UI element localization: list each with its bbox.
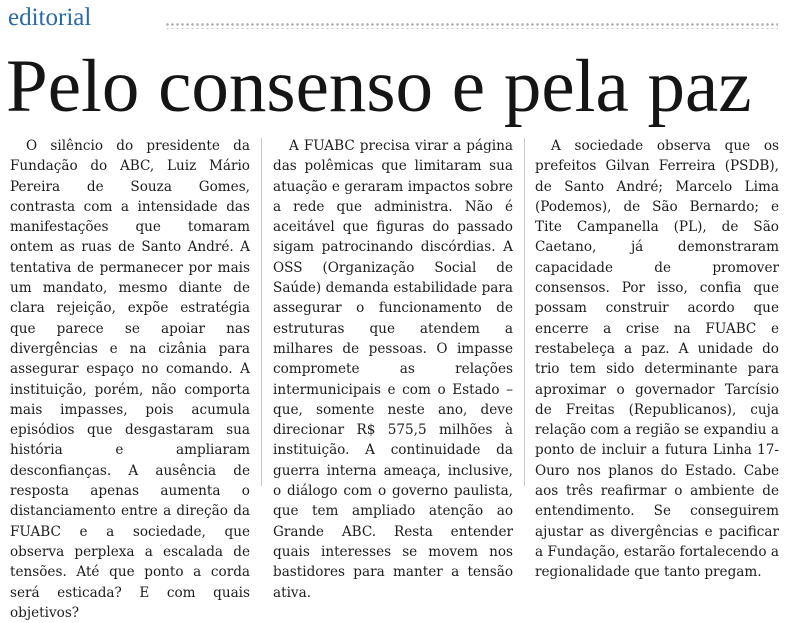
column-3-text: A sociedade observa que os prefeitos Gilvan Ferreira (PSDB), de Santo André; Marcelo Lima (Podemos), de São Bernardo; e Tite Campanella (PL), de São Caetano, já demonstraram capacidade de promover consensos. Por isso, confia que possam construir acordo que encerre a crise na FUABC e restabeleça a paz. A unidade do trio tem sido determinante para aproximar o governador Tarcísio de Freitas (Republicanos), cuja relação com a região se expandiu a ponto de incluir a futura Linha 17-Ouro nos planos do Estado. Cabe aos três reafirmar o ambiente de entendimento. Se conseguirem ajustar as divergências e pacificar a Fundação, estarão fortalecendo a regionalidade que tanto pregam.: [535, 138, 779, 581]
column-2-text: A FUABC precisa virar a página das polêmicas que limitaram sua atuação e geraram impactos sobre a rede que administra. Não é aceitável que figuras do passado sigam patrocinando discórdias. A OSS (Organização Social de Saúde) demanda estabilidade para assegurar o funcionamento de estruturas que atendem a milhares de pessoas. O impasse compromete as relações intermunicipais e com o Estado – que, somente neste ano, deve direcionar R$ 575,5 milhões à instituição. A continuidade da guerra interna ameaça, inclusive, o diálogo com o governo paulista, que tem ampliado atenção ao Grande ABC. Resta entender quais interesses se movem nos bastidores para manter a tensão ativa.: [273, 138, 513, 601]
headline: Pelo consenso e pela paz: [6, 45, 752, 128]
column-divider: [261, 138, 262, 486]
column-divider: [524, 138, 525, 486]
dotted-divider: [165, 22, 778, 29]
article-column-2: [273, 136, 513, 601]
article-column-1: [10, 136, 250, 621]
column-1-text: O silêncio do presidente da Fundação do ABC, Luiz Mário Pereira de Souza Gomes, contrasta com a intensidade das manifestações que tomaram ontem as ruas de Santo André. A tentativa de permanecer por mais um mandato, mesmo diante de clara rejeição, expõe estratégia que parece se apoiar nas divergências e na cizânia para assegurar espaço no comando. A instituição, porém, não comporta mais impasses, pois acumula episódios que desgastaram sua história e ampliaram desconfianças. A ausência de resposta apenas aumenta o distanciamento entre a direção da FUABC e a sociedade, que observa perplexa a escalada de tensões. Até que ponto a corda será esticada? E com quais objetivos?: [10, 138, 250, 621]
article-column-3: [535, 136, 779, 581]
section-label: editorial: [8, 4, 92, 31]
